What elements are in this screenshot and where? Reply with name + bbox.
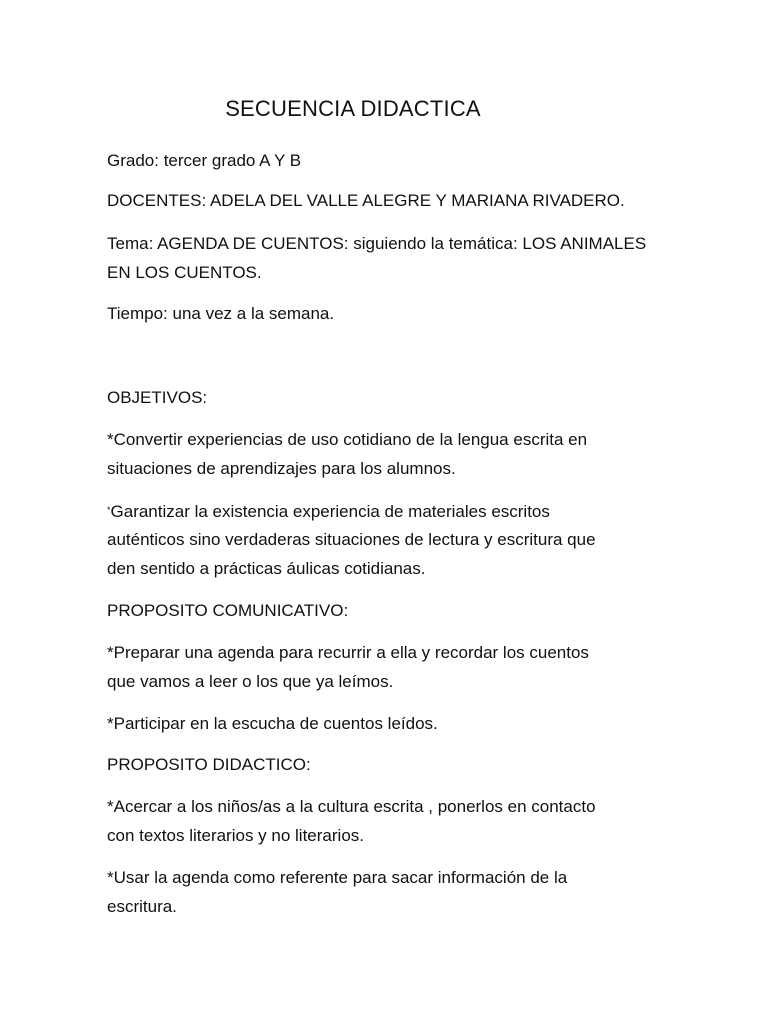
didactico-1-line-2: con textos literarios y no literarios. (107, 826, 364, 845)
objetivo-2-text: Garantizar la existencia experiencia de materiales escritos (110, 502, 550, 521)
didactico-2-line-2: escritura. (107, 897, 177, 916)
docentes-line: DOCENTES: ADELA DEL VALLE ALEGRE Y MARIANA RIVADERO. (107, 191, 625, 210)
proposito-comunicativo-heading: PROPOSITO COMUNICATIVO: (107, 601, 349, 620)
tiempo-line: Tiempo: una vez a la semana. (107, 304, 335, 323)
objetivo-2-line-2: auténticos sino verdaderas situaciones de lectura y escritura que (107, 530, 596, 549)
grado-line: Grado: tercer grado A Y B (107, 151, 302, 170)
objetivos-heading: OBJETIVOS: (107, 388, 208, 407)
didactico-1-line-1: *Acercar a los niños/as a la cultura escrita , ponerlos en contacto (107, 797, 596, 816)
objetivo-2-line-3: den sentido a prácticas áulicas cotidianas. (107, 559, 426, 578)
comunicativo-2-line: *Participar en la escucha de cuentos leídos. (107, 714, 438, 733)
objetivo-1-line-1: *Convertir experiencias de uso cotidiano de la lengua escrita en (107, 430, 588, 449)
tema-line-2: EN LOS CUENTOS. (107, 263, 262, 282)
document-title: SECUENCIA DIDACTICA (225, 96, 481, 121)
comunicativo-1-line-1: *Preparar una agenda para recurrir a ella y recordar los cuentos (107, 643, 589, 662)
objetivo-2-line-1 (107, 496, 667, 526)
proposito-didactico-heading: PROPOSITO DIDACTICO: (107, 755, 311, 774)
tema-line-1: Tema: AGENDA DE CUENTOS: siguiendo la temática: LOS ANIMALES (107, 234, 647, 253)
comunicativo-1-line-2: que vamos a leer o los que ya leímos. (107, 672, 394, 691)
didactico-2-line-1: *Usar la agenda como referente para sacar información de la (107, 868, 568, 887)
objetivo-2-bullet: * (107, 505, 111, 515)
objetivo-1-line-2: situaciones de aprendizajes para los alumnos. (107, 459, 456, 478)
